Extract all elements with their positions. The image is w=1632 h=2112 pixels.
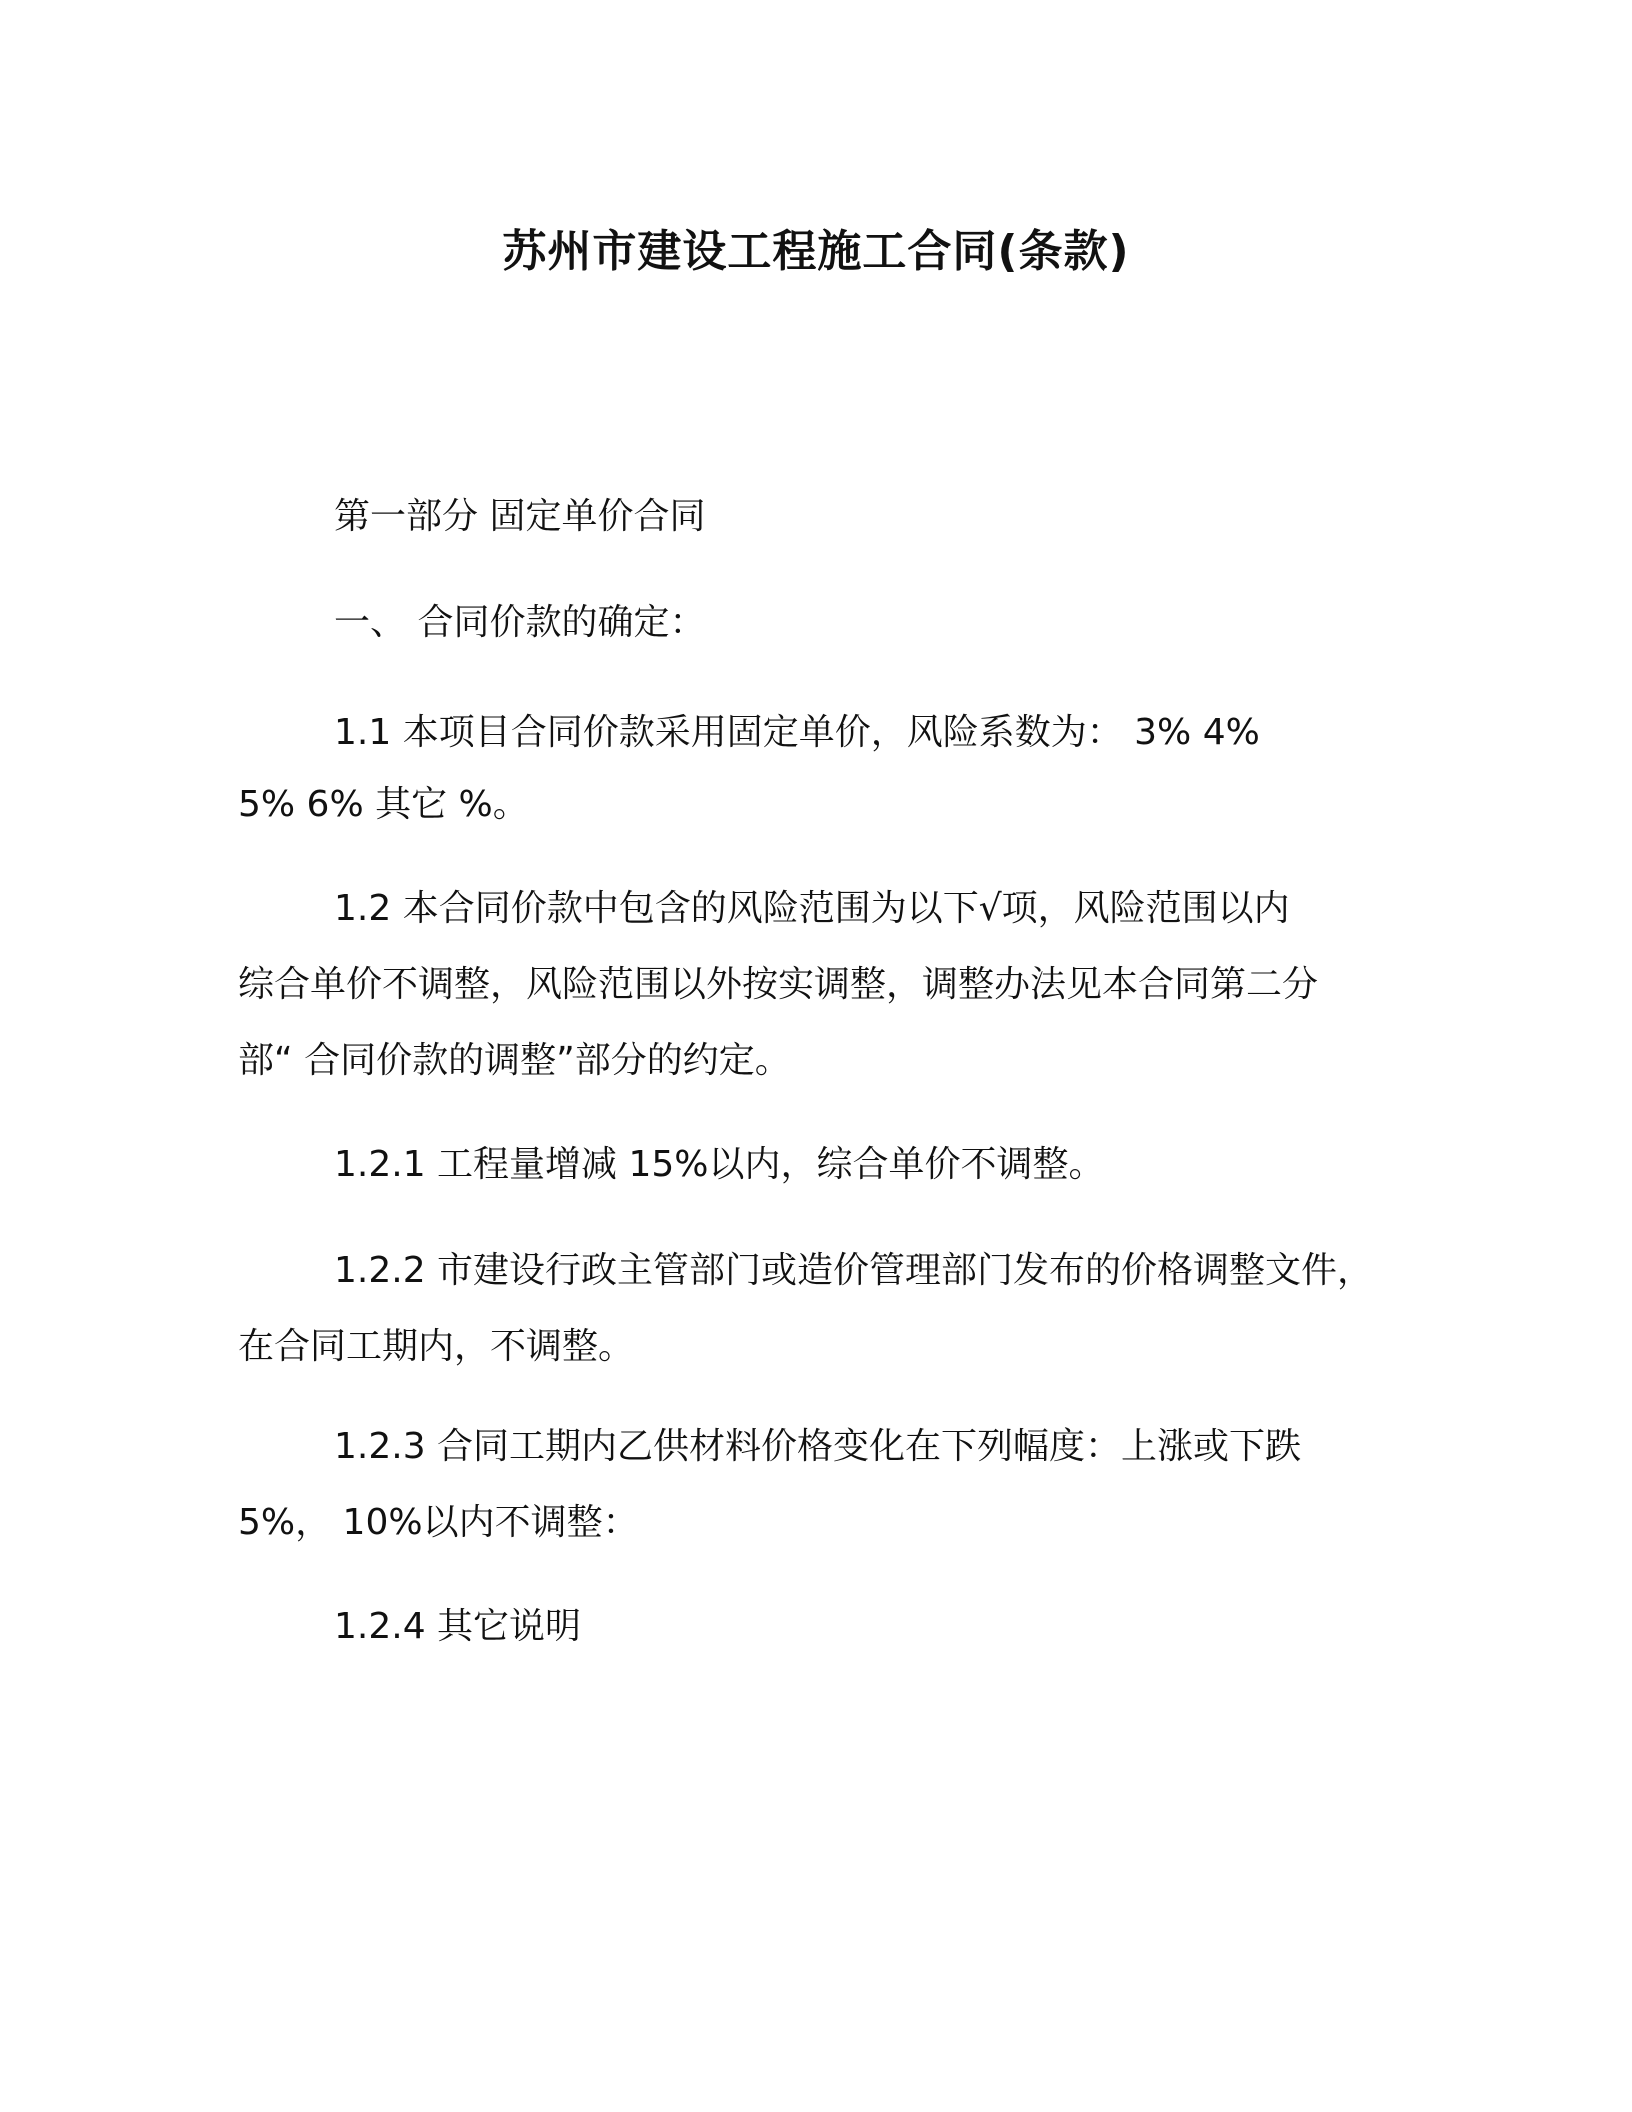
- clause-1-2-2-line-2: 在合同工期内，不调整。: [238, 1326, 635, 1367]
- clause-1-2-line-2: 综合单价不调整，风险范围以外按实调整，调整办法见本合同第二分: [238, 964, 1319, 1005]
- section-heading: 一、 合同价款的确定：: [334, 602, 706, 643]
- clause-1-2-1: 1.2.1 工程量增减 15%以内，综合单价不调整。: [334, 1144, 1105, 1185]
- part-heading: 第一部分 固定单价合同: [334, 496, 706, 537]
- clause-1-2-3-line-1: 1.2.3 合同工期内乙供材料价格变化在下列幅度：上涨或下跌: [334, 1426, 1302, 1467]
- clause-1-2-line-3: 部“ 合同价款的调整”部分的约定。: [238, 1040, 791, 1081]
- clause-1-1-line-1: 1.1 本项目合同价款采用固定单价，风险系数为： 3% 4%: [334, 712, 1260, 753]
- clause-1-2-4: 1.2.4 其它说明: [334, 1606, 582, 1647]
- clause-1-2-3-line-2: 5%， 10%以内不调整：: [238, 1502, 639, 1543]
- clause-1-2-line-1: 1.2 本合同价款中包含的风险范围为以下√项，风险范围以内: [334, 888, 1290, 929]
- document-title: 苏州市建设工程施工合同(条款): [502, 226, 1130, 277]
- clause-1-2-2-line-1: 1.2.2 市建设行政主管部门或造价管理部门发布的价格调整文件，: [334, 1250, 1374, 1291]
- clause-1-1-line-2: 5% 6% 其它 %。: [238, 784, 529, 825]
